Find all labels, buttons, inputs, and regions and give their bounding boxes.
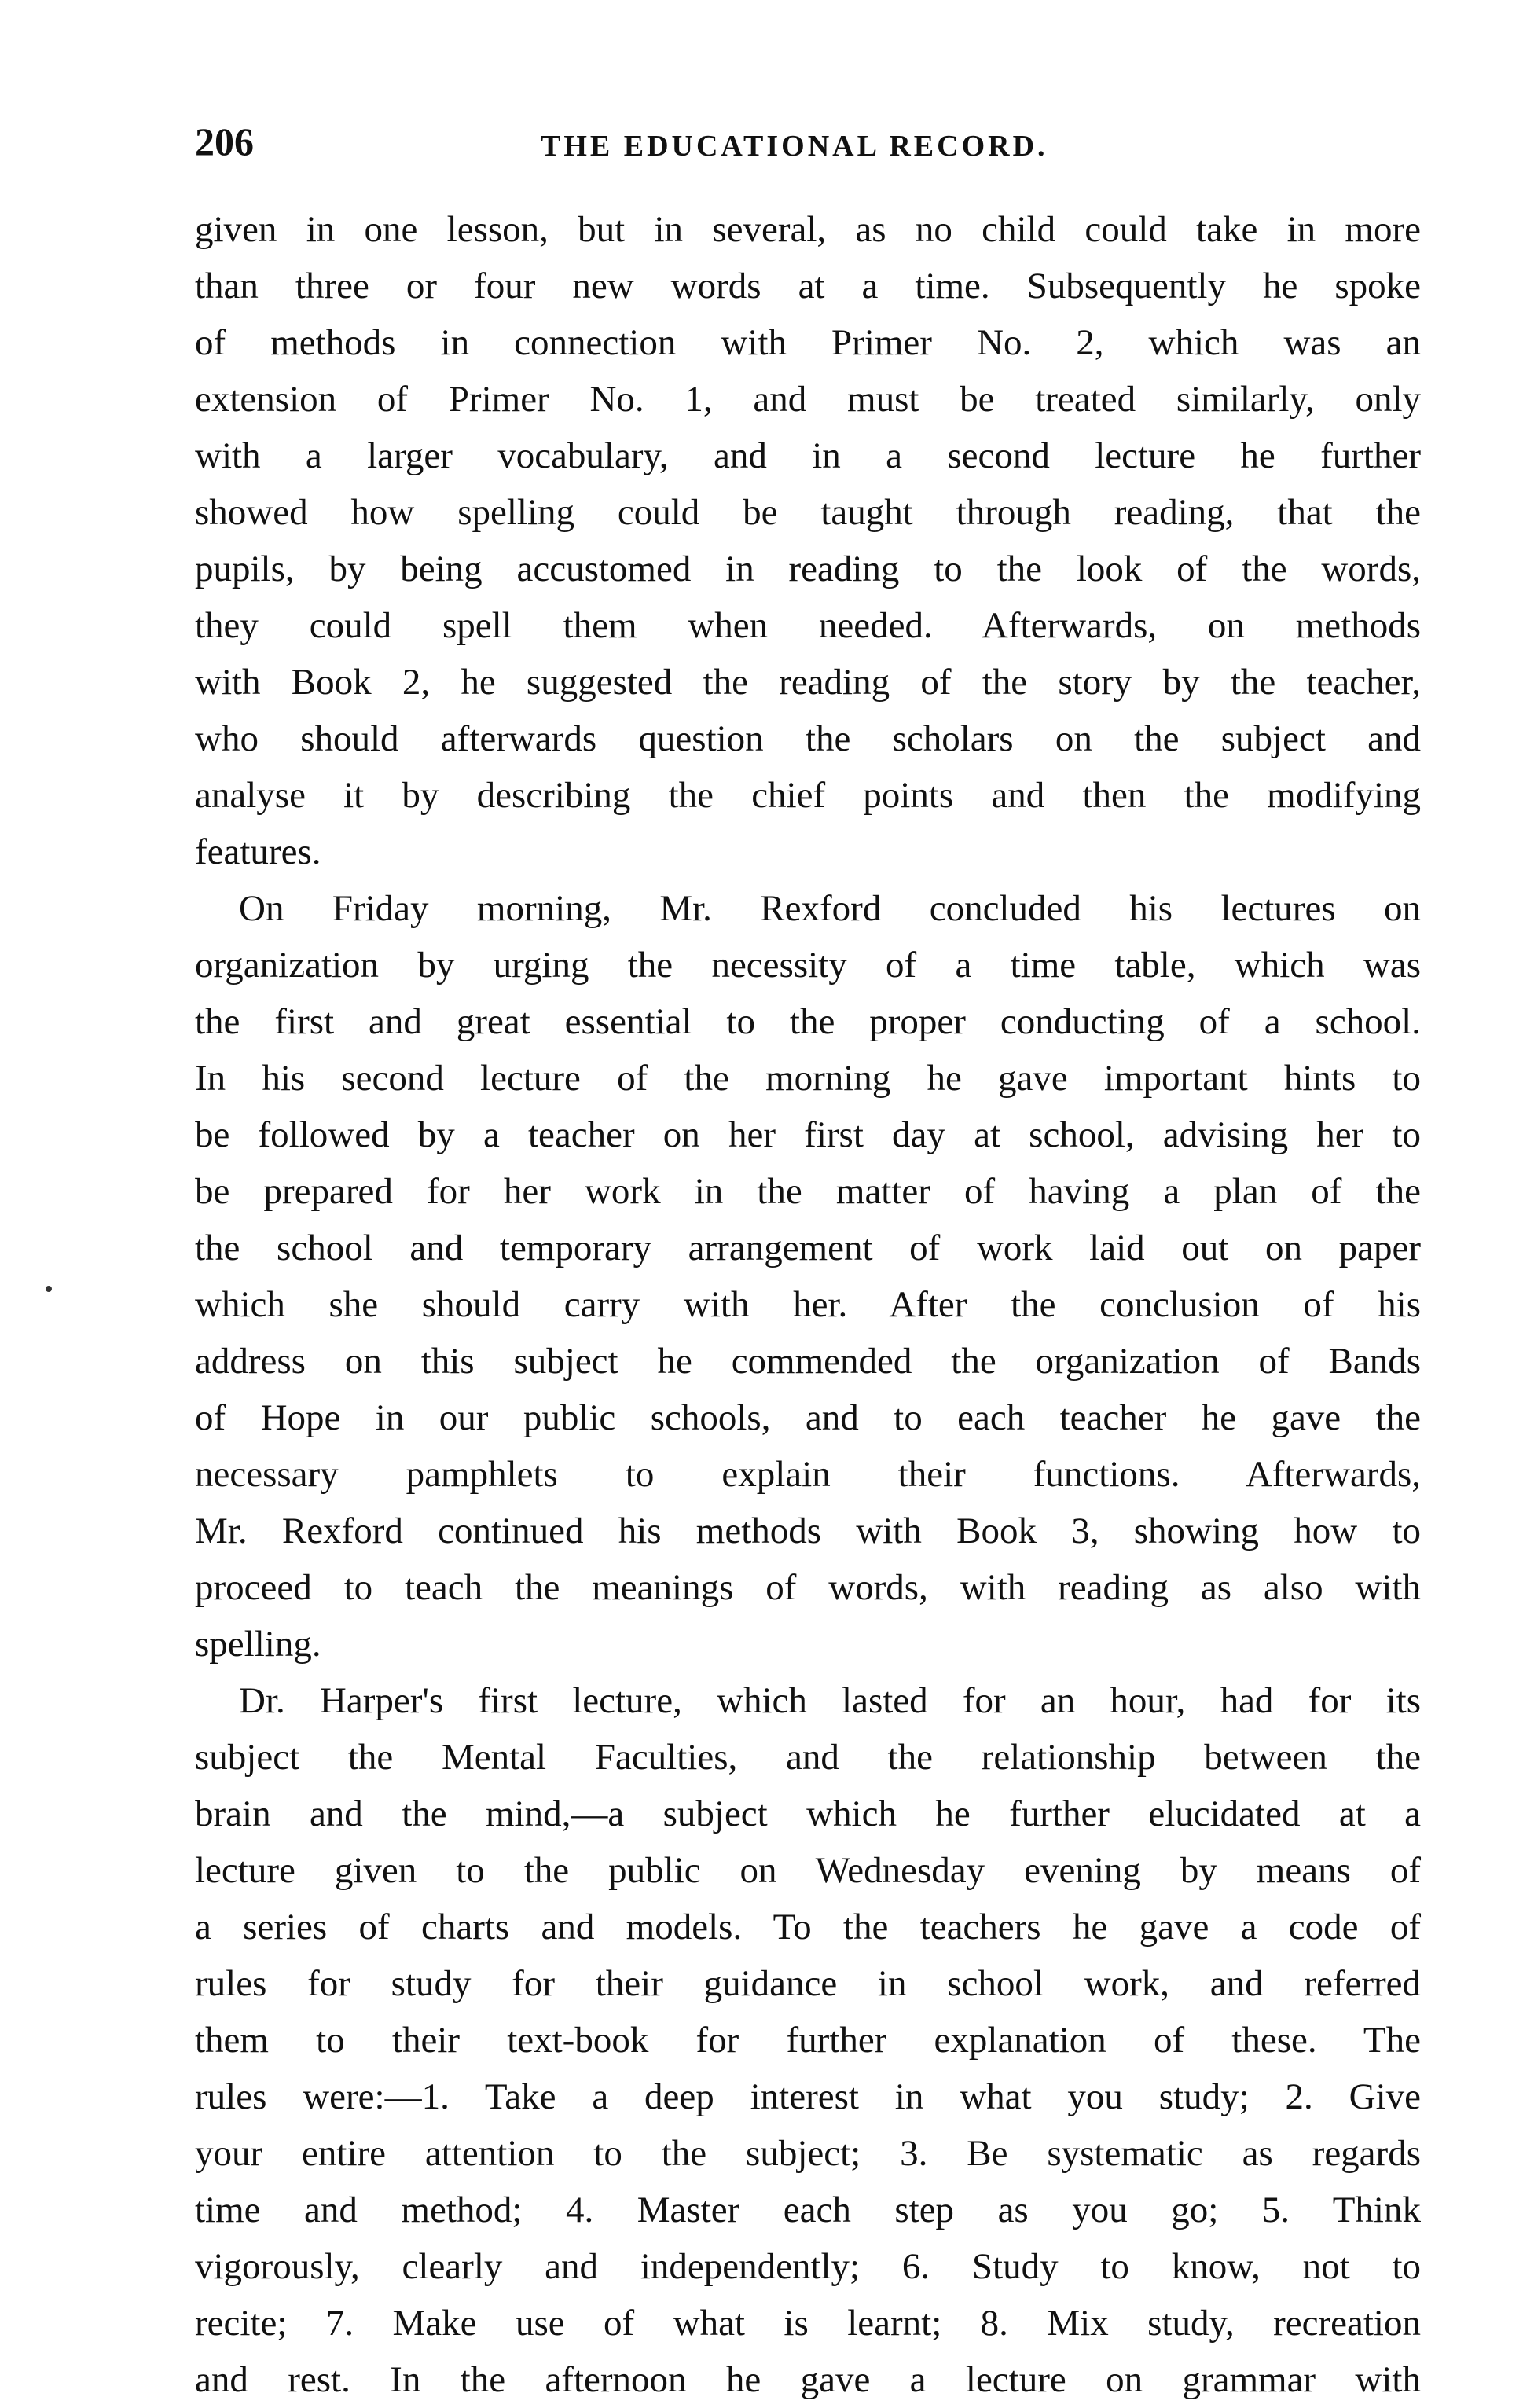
text-line: analyse it by describing the chief points and then the modifying: [195, 775, 1421, 816]
page-header: [195, 118, 1421, 173]
text-line: the school and temporary arrangement of work laid out on paper: [195, 1228, 1421, 1268]
text-line: your entire attention to the subject; 3. Be systematic as regards: [195, 2133, 1421, 2174]
running-head: THE EDUCATIONAL RECORD.: [541, 130, 1048, 163]
paragraph-first-line: Dr. Harper's first lecture, which lasted for an hour, had for its: [239, 1680, 1421, 1721]
text-line: time and method; 4. Master each step as you go; 5. Think: [195, 2190, 1421, 2230]
text-line: pupils, by being accustomed in reading to the look of the words,: [195, 549, 1421, 589]
paragraph-first-line: On Friday morning, Mr. Rexford concluded his lectures on: [239, 888, 1421, 929]
text-line: address on this subject he commended the organization of Bands: [195, 1341, 1421, 1382]
text-line: recite; 7. Make use of what is learnt; 8. Mix study, recreation: [195, 2303, 1421, 2344]
text-line: showed how spelling could be taught through reading, that the: [195, 492, 1421, 533]
text-line: features.: [195, 831, 321, 872]
text-line: rules were:—1. Take a deep interest in what you study; 2. Give: [195, 2076, 1421, 2117]
text-line: with Book 2, he suggested the reading of the story by the teacher,: [195, 662, 1421, 703]
text-line: be followed by a teacher on her first day at school, advising her to: [195, 1114, 1421, 1155]
text-line: necessary pamphlets to explain their functions. Afterwards,: [195, 1454, 1421, 1495]
text-line: given in one lesson, but in several, as no child could take in more: [195, 209, 1421, 250]
text-line: of methods in connection with Primer No. 2, which was an: [195, 322, 1421, 363]
text-line: lecture given to the public on Wednesday evening by means of: [195, 1850, 1421, 1891]
text-line: proceed to teach the meanings of words, with reading as also with: [195, 1567, 1421, 1608]
text-line: and rest. In the afternoon he gave a lecture on grammar with: [195, 2359, 1421, 2400]
text-line: subject the Mental Faculties, and the relationship between the: [195, 1737, 1421, 1778]
body-text: [195, 201, 1421, 2408]
text-line: which she should carry with her. After the conclusion of his: [195, 1284, 1421, 1325]
text-line: be prepared for her work in the matter of having a plan of the: [195, 1171, 1421, 1212]
text-line: Mr. Rexford continued his methods with Book 3, showing how to: [195, 1511, 1421, 1551]
text-line: a series of charts and models. To the teachers he gave a code of: [195, 1907, 1421, 1947]
text-line: vigorously, clearly and independently; 6. Study to know, not to: [195, 2246, 1421, 2287]
text-line: brain and the mind,—a subject which he further elucidated at a: [195, 1793, 1421, 1834]
text-line: rules for study for their guidance in school work, and referred: [195, 1963, 1421, 2004]
text-line: than three or four new words at a time. Subsequently he spoke: [195, 266, 1421, 307]
text-line: spelling.: [195, 1624, 321, 1665]
text-line: the first and great essential to the proper conducting of a school.: [195, 1001, 1421, 1042]
ink-speck: [46, 1286, 52, 1292]
text-line: extension of Primer No. 1, and must be treated similarly, only: [195, 379, 1421, 420]
text-line: who should afterwards question the scholars on the subject and: [195, 718, 1421, 759]
text-line: with a larger vocabulary, and in a second lecture he further: [195, 435, 1421, 476]
page-number: 206: [195, 119, 254, 163]
text-line: they could spell them when needed. Afterwards, on methods: [195, 605, 1421, 646]
text-line: organization by urging the necessity of a time table, which was: [195, 945, 1421, 986]
text-line: In his second lecture of the morning he gave important hints to: [195, 1058, 1421, 1099]
text-line: of Hope in our public schools, and to each teacher he gave the: [195, 1397, 1421, 1438]
text-line: them to their text-book for further explanation of these. The: [195, 2020, 1421, 2061]
